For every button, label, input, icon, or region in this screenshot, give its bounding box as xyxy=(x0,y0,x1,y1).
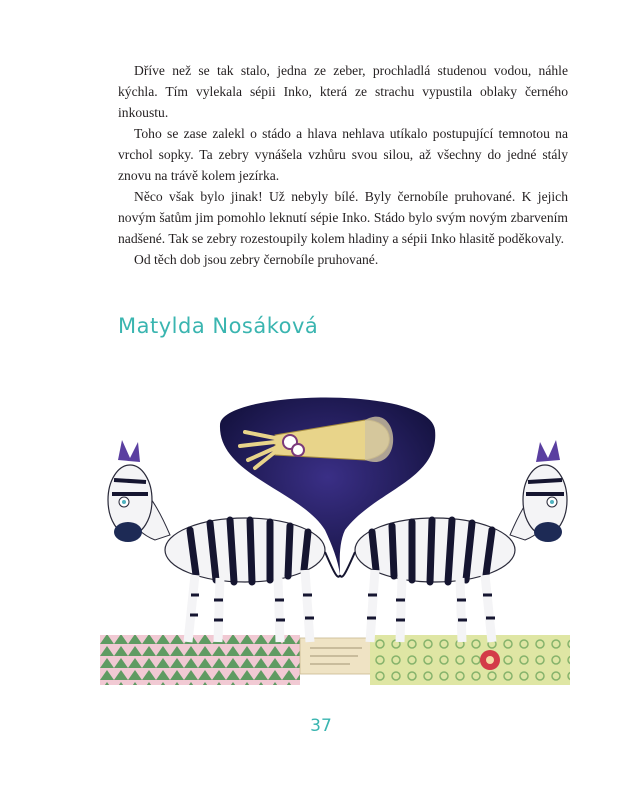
author-name: Matylda Nosáková xyxy=(118,314,319,338)
paragraph-2: Toho se zase zalekl o stádo a hlava nehlava utíkalo postupující temnotou na vrchol sopky. Ta zebry vynášela vzhůru svou silou, až všechny do jedné stály znovu na trávě kolem jezírka. xyxy=(118,126,568,183)
story-text xyxy=(118,60,568,270)
paragraph-3: Něco však bylo jinak! Už nebyly bílé. Byly černobíle pruhované. K jejich novým šatům jim pomohlo leknutí sépie Inko. Stádo bylo svým novým zbarvením nadšené. Tak se zebry rozestoupily kolem hladiny a sépii Inko hlasitě poděkovaly. xyxy=(118,189,568,246)
patterned-ground xyxy=(100,635,570,685)
paragraph-1: Dříve než se tak stalo, jedna ze zeber, prochladlá studenou vodou, náhle kýchla. Tím vylekala sépii Inko, která ze strachu vypustila oblaky černého inkoustu. xyxy=(118,63,568,120)
page-number: 37 xyxy=(310,716,332,736)
paragraph-4: Od těch dob jsou zebry černobíle pruhované. xyxy=(134,252,379,267)
zebras-illustration xyxy=(100,380,580,700)
